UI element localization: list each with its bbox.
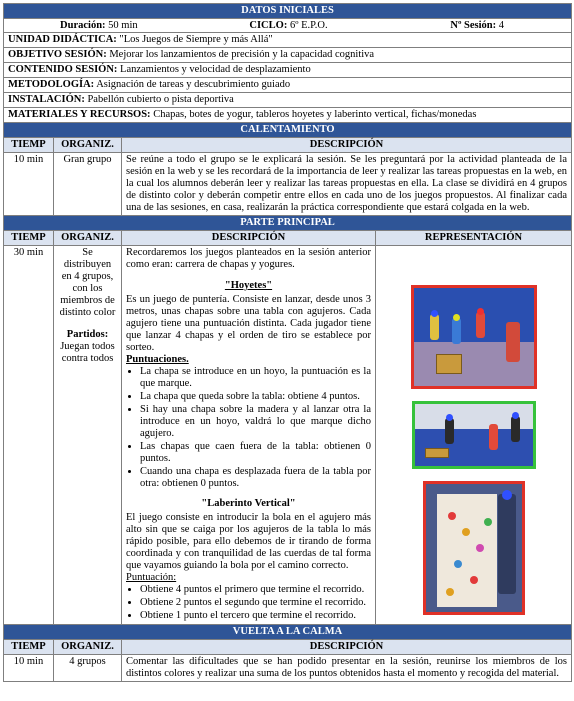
- calma-tiempo: 10 min: [4, 655, 54, 682]
- ciclo-label: CICLO:: [249, 20, 288, 31]
- hoyetes-photo-2: [412, 401, 536, 469]
- unidad-value: "Los Juegos de Siempre y más Allá": [119, 34, 273, 45]
- laberinto-rule: • Obtiene 1 punto el tercero que termine el recorrido.: [140, 610, 371, 622]
- principal-intro: Recordaremos los juegos planteados en la sesión anterior como eran: carrera de chapas y yogures.: [126, 247, 371, 270]
- puntuaciones-label: Puntuaciones.: [126, 354, 189, 365]
- laberinto-rule: • Obtiene 2 puntos el segundo que termine el recorrido.: [140, 597, 371, 609]
- parte-principal-header: PARTE PRINCIPAL: [4, 216, 572, 231]
- ciclo-value: 6º E.P.O.: [289, 20, 328, 31]
- hoyetes-rule: • Si hay una chapa sobre la madera y al lanzar otra la introduce en un hoyo, valdrá lo que marque dicho agujero.: [140, 404, 371, 440]
- calentamiento-col-descripcion: DESCRIPCIÓN: [122, 138, 572, 153]
- puntuacion-label: Puntuación:: [126, 572, 177, 583]
- calentamiento-organiz: Gran grupo: [54, 153, 122, 216]
- calma-organiz: 4 grupos: [54, 655, 122, 682]
- hoyetes-rules-list: [126, 366, 371, 490]
- principal-col-representacion: REPRESENTACIÓN: [376, 231, 572, 246]
- partidos-label: Partidos:: [66, 329, 109, 340]
- laberinto-rule: • Obtiene 4 puntos el primero que termine el recorrido.: [140, 584, 371, 596]
- principal-col-tiemp: TIEMP: [4, 231, 54, 246]
- hoyetes-rule: • Cuando una chapa es desplazada fuera de la tabla por otra: obtienen 0 puntos.: [140, 466, 371, 490]
- laberinto-photo: [423, 481, 525, 615]
- sesion-value: 4: [498, 20, 504, 31]
- duracion-value: 50 min: [108, 20, 138, 31]
- metodologia-row: [4, 78, 572, 93]
- instalacion-value: Pabellón cubierto o pista deportiva: [87, 94, 234, 105]
- session-plan-table: [3, 3, 572, 682]
- calentamiento-header: CALENTAMIENTO: [4, 123, 572, 138]
- contenido-row: [4, 63, 572, 78]
- calentamiento-col-organiz: ORGANIZ.: [54, 138, 122, 153]
- principal-col-descripcion: DESCRIPCIÓN: [122, 231, 376, 246]
- objetivo-value: Mejorar los lanzamientos de precisión y la capacidad cognitiva: [109, 49, 375, 60]
- laberinto-rules-list: [126, 584, 371, 622]
- calma-col-descripcion: DESCRIPCIÓN: [122, 640, 572, 655]
- materiales-label: MATERIALES Y RECURSOS:: [8, 109, 151, 120]
- principal-organiz: Se distribuyen en 4 grupos, con los miembros de distinto color: [59, 247, 116, 318]
- principal-organiz-cell: [54, 246, 122, 625]
- hoyetes-rule: • Las chapas que caen fuera de la tabla: obtienen 0 puntos.: [140, 441, 371, 465]
- calentamiento-col-tiemp: TIEMP: [4, 138, 54, 153]
- laberinto-desc: El juego consiste en introducir la bola en el agujero más alto sin que se caiga por los agujeros de la tabla lo más rápido posible, para ello debemos de ir tirando de forma coordinada y con tranquilidad de las cuerdas de tal forma que vayamos guiando la bola por el camino correcto.: [126, 512, 371, 571]
- metodologia-value: Asignación de tareas y descubrimiento guiado: [96, 79, 291, 90]
- calentamiento-descripcion: Se reúne a todo el grupo se le explicará la sesión. Se les preguntará por la actividad planteada de la sesión en la web y se les recordará de la importancia de leer y realizar las tareas propuestas en la web, en la cual los alumnos deberán leer y realizar las tareas propuestas en ella. La clase se dividirá en 4 grupos de distinto color y deberán competir entre ellos en cada uno de los juegos propuestos. Al finalizar cada una de las sesiones, en casa, realizarán la práctica correspondiente que estará colgada en la web.: [122, 153, 572, 216]
- datos-row: [4, 19, 572, 33]
- ciclo-cell: [194, 19, 384, 32]
- hoyetes-rule: • La chapa que queda sobre la tabla: obtiene 4 puntos.: [140, 391, 371, 403]
- calma-col-tiemp: TIEMP: [4, 640, 54, 655]
- instalacion-row: [4, 93, 572, 108]
- objetivo-label: OBJETIVO SESIÓN:: [8, 49, 107, 60]
- hoyetes-title: "Hoyetes": [224, 280, 273, 291]
- vuelta-calma-header: VUELTA A LA CALMA: [4, 625, 572, 640]
- contenido-label: CONTENIDO SESIÓN:: [8, 64, 118, 75]
- laberinto-title: "Laberinto Vertical": [201, 498, 296, 509]
- duracion-label: Duración:: [60, 20, 106, 31]
- sesion-cell: [383, 19, 571, 32]
- hoyetes-desc: Es un juego de puntería. Consiste en lanzar, desde unos 3 metros, unas chapas sobre una tabla con agujeros. Cada agujero tiene una puntuación distinta. Cada jugador tiene que lanzar 4 chapas y el orden de tiro se establece por sorteo.: [126, 294, 371, 353]
- principal-tiempo: 30 min: [4, 246, 54, 625]
- unidad-label: UNIDAD DIDÁCTICA:: [8, 34, 117, 45]
- materiales-value: Chapas, botes de yogur, tableros hoyetes y laberinto vertical, fichas/monedas: [153, 109, 477, 120]
- partidos-value: Juegan todos contra todos: [60, 341, 115, 364]
- objetivo-row: [4, 48, 572, 63]
- hoyetes-rule: • La chapa se introduce en un hoyo, la puntuación es la que marque.: [140, 366, 371, 390]
- datos-iniciales-header: DATOS INICIALES: [4, 4, 572, 19]
- instalacion-label: INSTALACIÓN:: [8, 94, 85, 105]
- duracion-cell: [4, 19, 194, 32]
- principal-col-organiz: ORGANIZ.: [54, 231, 122, 246]
- principal-descripcion-cell: [122, 246, 376, 625]
- calentamiento-tiempo: 10 min: [4, 153, 54, 216]
- materiales-row: [4, 108, 572, 123]
- contenido-value: Lanzamientos y velocidad de desplazamiento: [120, 64, 311, 75]
- unidad-row: [4, 33, 572, 48]
- calma-col-organiz: ORGANIZ.: [54, 640, 122, 655]
- sesion-label: Nº Sesión:: [450, 20, 497, 31]
- metodologia-label: METODOLOGÍA:: [8, 79, 95, 90]
- representacion-cell: [376, 246, 572, 625]
- calma-descripcion: Comentar las dificultades que se han podido presentar en la sesión, reunirse los miembros de los distintos colores y realizar una suma de los puntos obtenidos hasta el momento y recogida del material.: [122, 655, 572, 682]
- hoyetes-photo-1: [411, 285, 537, 389]
